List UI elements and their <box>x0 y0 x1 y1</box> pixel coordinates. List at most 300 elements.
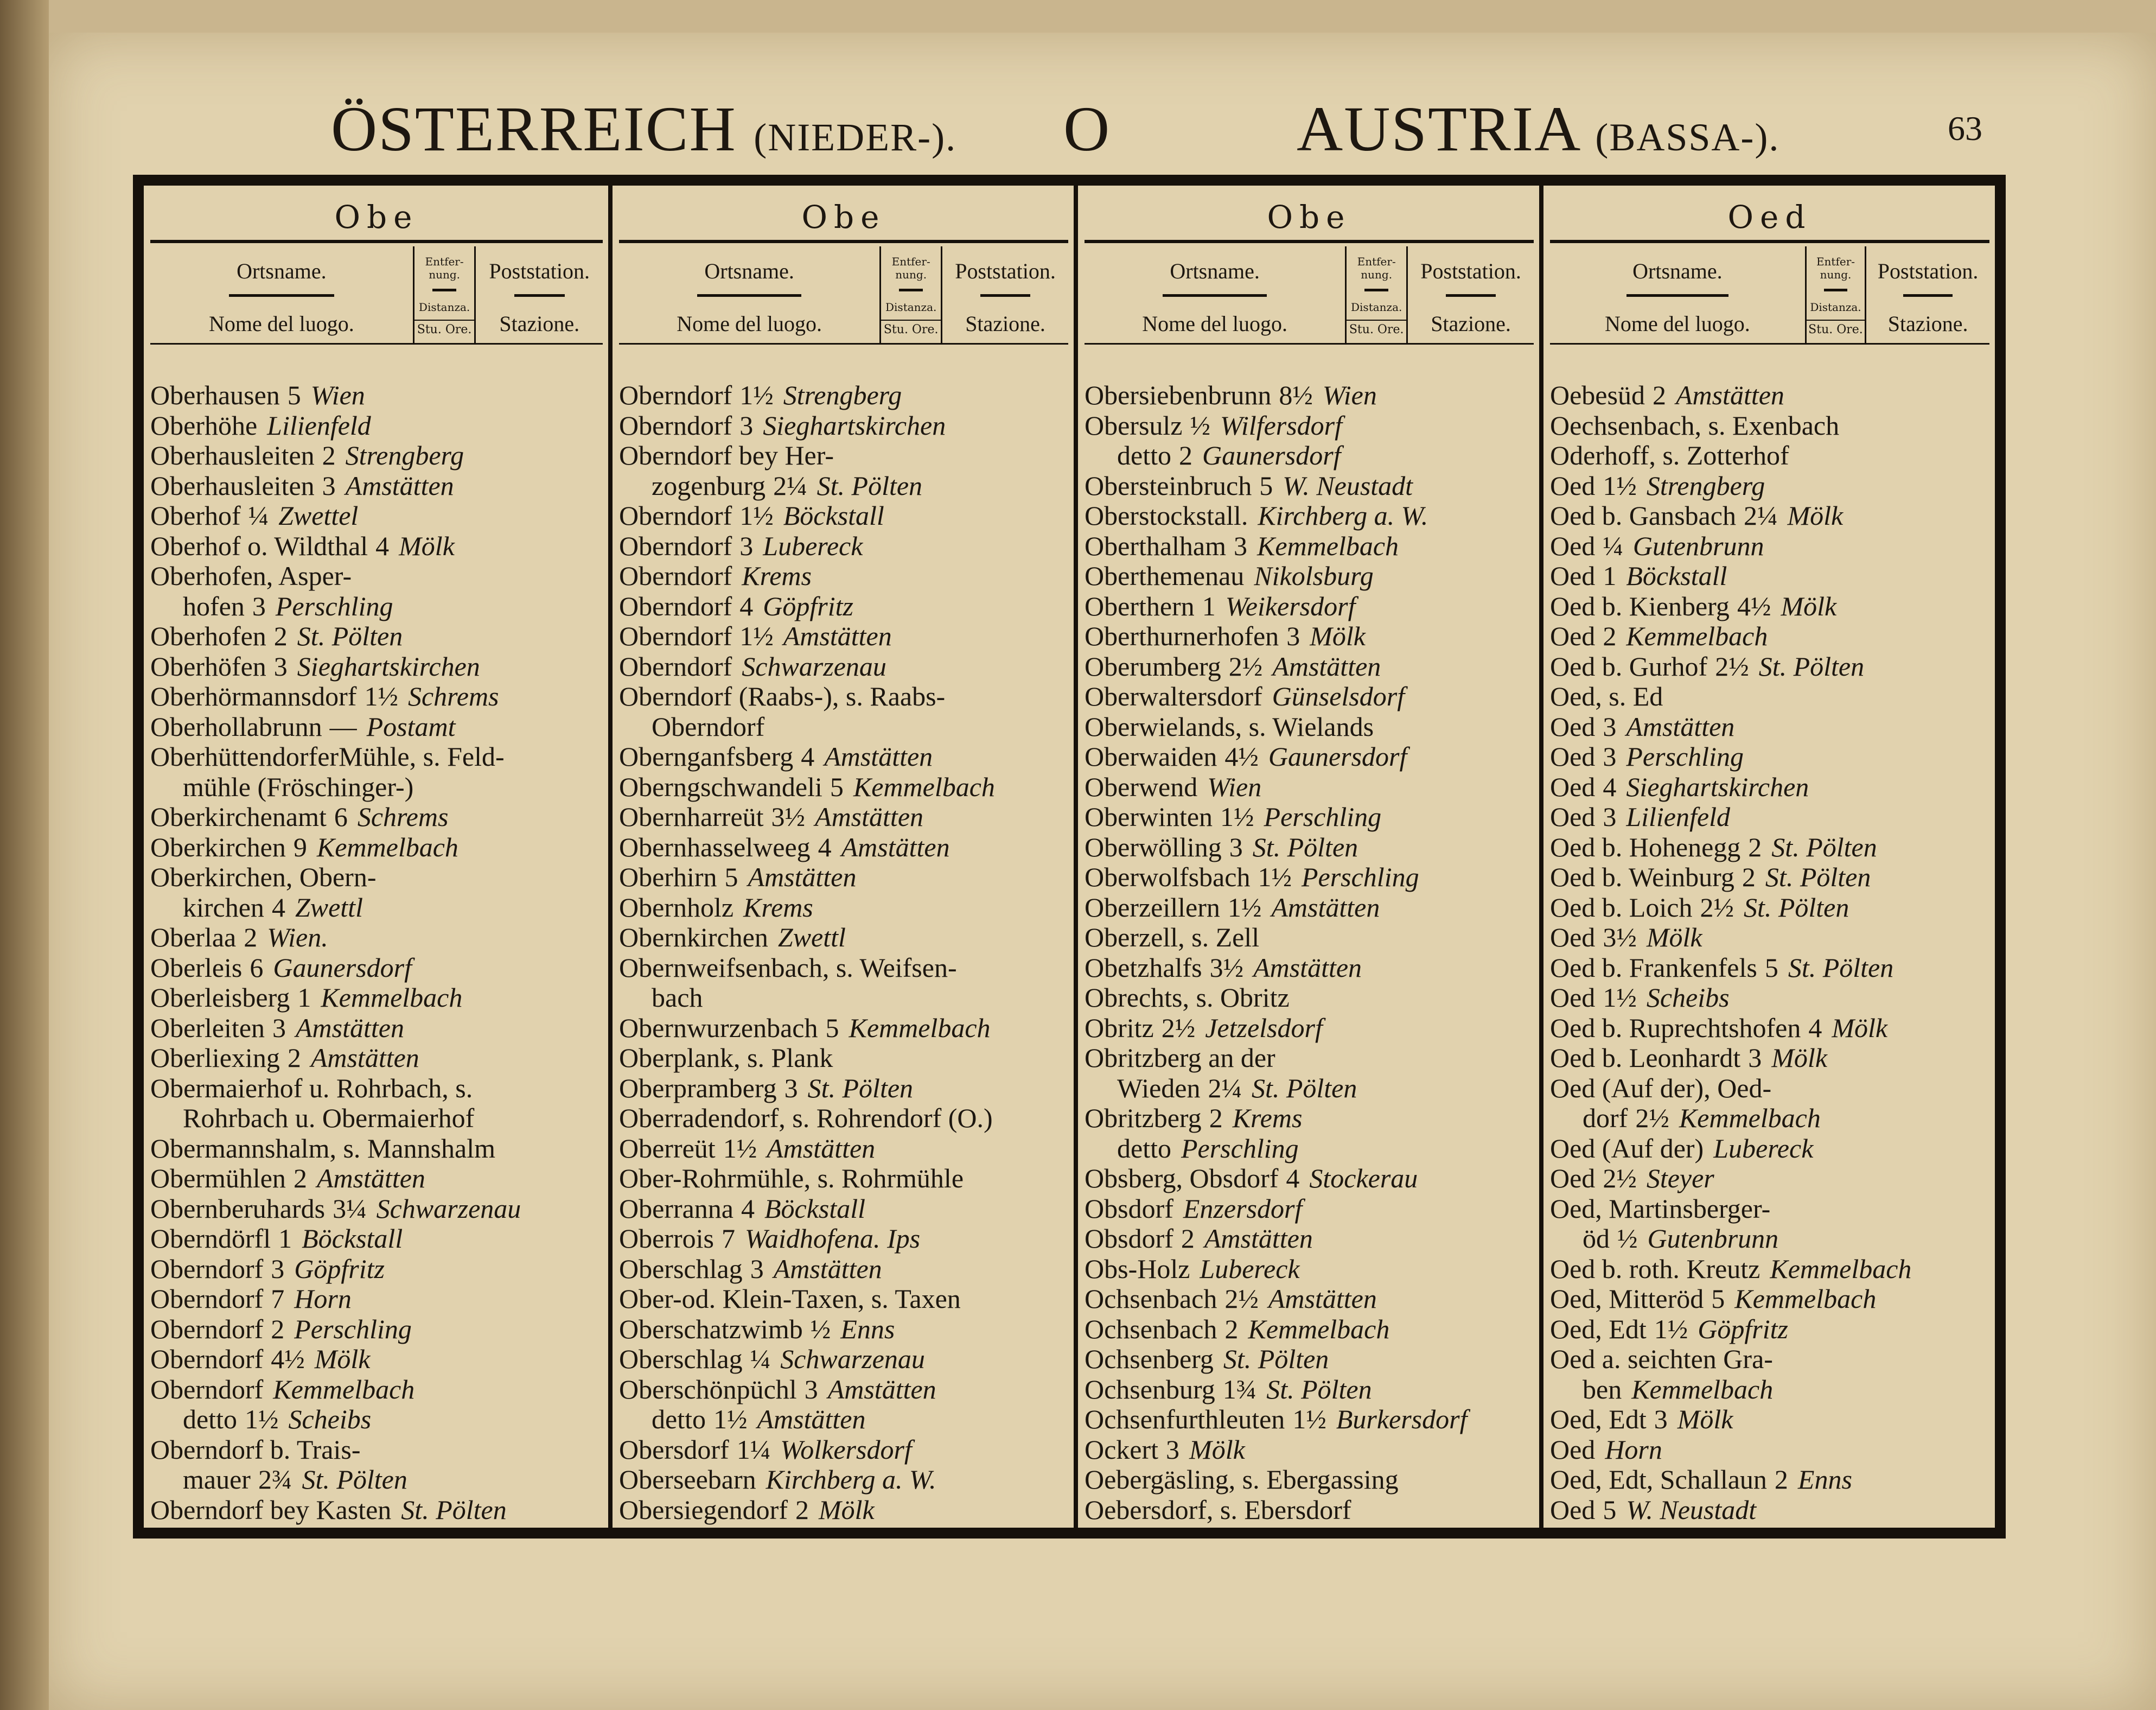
page-number: 63 <box>1948 109 1982 148</box>
post-station: St. Pölten <box>1251 1073 1357 1103</box>
list-item <box>150 712 603 742</box>
post-station: Kirchberg a. W. <box>1258 501 1428 531</box>
place-name-label-de: Ortsname. <box>237 259 327 283</box>
post-station: Amstätten <box>824 742 933 772</box>
list-item <box>1085 953 1534 983</box>
post-station: Postamt <box>366 711 456 742</box>
table-frame <box>133 175 2006 1539</box>
place-name: Oberleiten <box>150 1013 265 1043</box>
list-item <box>150 802 603 832</box>
list-item <box>619 742 1068 772</box>
post-station: Horn <box>294 1284 352 1314</box>
place-name: Oberhausleiten <box>150 441 315 471</box>
list-item <box>619 1344 1068 1375</box>
post-station: Horn <box>1605 1434 1662 1465</box>
list-item <box>1085 1375 1534 1405</box>
place-name: Oed <box>1550 1495 1596 1525</box>
distance: 5 <box>1711 1284 1725 1314</box>
list-item <box>150 832 603 863</box>
distance: 5 <box>1259 471 1273 501</box>
post-station: Kemmelbach <box>273 1374 415 1404</box>
place-name: Oberndorf <box>619 531 732 561</box>
post-station: Scheibs <box>1646 983 1730 1013</box>
distance-header <box>413 246 476 343</box>
post-station: Burkersdorf <box>1336 1404 1468 1434</box>
list-item <box>150 561 603 592</box>
distance-label-it: Distanza. <box>885 301 937 314</box>
list-item <box>1550 1284 1989 1314</box>
place-name: Oberhollabrunn <box>150 711 322 742</box>
place-name: Obsdorf <box>1085 1193 1173 1224</box>
list-item <box>150 1435 603 1465</box>
post-station: Kemmelbach <box>1626 621 1768 651</box>
place-name: mühle (Fröschinger-) <box>183 772 414 802</box>
post-station: St. Pölten <box>1266 1374 1372 1404</box>
post-station: St. Pölten <box>817 471 923 501</box>
list-item <box>150 742 603 772</box>
place-name: Oberhöfen <box>150 651 266 682</box>
distance: 2¼ <box>1743 501 1778 531</box>
book-spine <box>0 0 49 1710</box>
post-station: Amstätten <box>783 621 892 651</box>
post-station: Mölk <box>1832 1013 1888 1043</box>
distance: 2 <box>1652 380 1666 410</box>
distance: 4 <box>1808 1013 1822 1043</box>
place-name: Oberhofen, Asper- <box>150 561 352 591</box>
list-item <box>619 1073 1068 1104</box>
place-name: Oed <box>1550 471 1596 501</box>
distance: 1½ <box>1603 471 1637 501</box>
distance: 2½ <box>1161 1013 1196 1043</box>
list-item <box>1550 712 1989 742</box>
post-station: Perschling <box>1626 742 1744 772</box>
distance-label-de: Entfer-nung. <box>891 255 930 281</box>
distance: 2½ <box>1603 1164 1637 1193</box>
place-name: Oed <box>1550 531 1596 561</box>
list-item <box>1550 380 1989 411</box>
post-station: Lubereck <box>1200 1254 1300 1284</box>
distance: 1½ <box>1227 892 1262 923</box>
post-station: Sieghartskirchen <box>297 651 480 682</box>
title-italian-main: AUSTRIA <box>1297 93 1578 164</box>
place-name: Oed, Edt <box>1550 1404 1647 1434</box>
list-item <box>150 1134 603 1164</box>
list-item <box>1085 1284 1534 1314</box>
post-station-header <box>1866 246 1989 343</box>
post-station: Kemmelbach <box>316 832 458 862</box>
distance-units: Stu. Ore. <box>1347 320 1406 336</box>
post-station-label-de: Poststation. <box>1420 259 1521 283</box>
place-name: Oed, Martinsberger- <box>1550 1193 1771 1224</box>
place-name: Wieden <box>1117 1073 1201 1103</box>
distance: 1½ <box>739 501 774 531</box>
post-station: Amstätten <box>1204 1224 1313 1254</box>
list-item <box>619 893 1068 923</box>
list-item <box>1085 712 1534 742</box>
place-name: Obernhasselweeg <box>619 832 811 862</box>
post-station-label-it: Stazione. <box>1431 312 1511 336</box>
place-name: Oed b. Weinburg <box>1550 862 1734 892</box>
distance: ½ <box>1617 1224 1638 1254</box>
place-name: Oberhofen <box>150 621 266 651</box>
place-name: Oberndörfl <box>150 1224 271 1254</box>
distance: 7 <box>271 1284 285 1314</box>
list-item <box>619 1254 1068 1285</box>
distance-header <box>1345 246 1408 343</box>
post-station: Zwettel <box>278 501 359 531</box>
post-station: Sieghartskirchen <box>1626 772 1809 802</box>
list-item <box>1550 411 1989 441</box>
place-name: Oberndorf <box>150 1284 264 1314</box>
list-item <box>1085 380 1534 411</box>
post-station: Perschling <box>294 1314 412 1344</box>
post-station: Böckstall <box>302 1224 403 1254</box>
post-station: St. Pölten <box>1223 1344 1329 1374</box>
place-name: Oberndorf bey Kasten <box>150 1495 392 1525</box>
list-item <box>150 923 603 953</box>
post-station-label-it: Stazione. <box>965 312 1045 336</box>
list-item <box>619 1103 1068 1134</box>
distance-header <box>879 246 942 343</box>
column-subheader <box>150 246 603 345</box>
list-item <box>619 1224 1068 1254</box>
post-station: Amstätten <box>841 832 950 862</box>
place-name: Oberleisberg <box>150 983 290 1013</box>
place-name: Oberndorf <box>150 1374 264 1404</box>
list-item <box>1550 832 1989 863</box>
place-name: Oed b. Gansbach <box>1550 501 1736 531</box>
place-name-header <box>1085 246 1345 343</box>
distance: 1¾ <box>1222 1374 1257 1404</box>
distance: 3 <box>1166 1434 1180 1465</box>
distance: 1 <box>1202 591 1216 621</box>
distance: ¼ <box>750 1344 771 1374</box>
list-item <box>1085 471 1534 501</box>
distance: 3½ <box>771 802 806 832</box>
distance: 5 <box>724 862 738 892</box>
list-item <box>1550 682 1989 712</box>
post-station: Weikersdorf <box>1225 591 1356 621</box>
list-item <box>1085 832 1534 863</box>
place-name: Obersteinbruch <box>1085 471 1252 501</box>
post-station: Wien <box>310 380 365 410</box>
list-item <box>1085 501 1534 531</box>
header-rule <box>1446 294 1496 297</box>
list-item <box>150 862 603 893</box>
title-italian-sub: (BASSA-). <box>1595 116 1780 159</box>
post-station: Mölk <box>1677 1404 1733 1434</box>
place-name: Oberumberg <box>1085 651 1221 682</box>
distance: 3 <box>252 591 266 621</box>
place-name: Oberzeillern <box>1085 892 1220 923</box>
place-name: Oberrois <box>619 1224 714 1254</box>
post-station: Gutenbrunn <box>1647 1224 1779 1254</box>
place-name: Oberhof <box>150 501 241 531</box>
distance: 1 <box>297 983 311 1013</box>
title-german-main: ÖSTERREICH <box>331 93 737 164</box>
distance: 1½ <box>244 1404 279 1434</box>
place-name: Obermannshalm, s. Mannshalm <box>150 1133 496 1164</box>
list-item <box>1085 1164 1534 1194</box>
list-item <box>150 531 603 562</box>
distance: 2 <box>293 1164 307 1193</box>
place-name: Oberleis <box>150 952 243 983</box>
list-item <box>619 380 1068 411</box>
distance: 3 <box>1748 1043 1762 1073</box>
post-station: Krems <box>742 561 812 591</box>
distance: 3 <box>1603 802 1617 832</box>
entry-list <box>150 380 603 1525</box>
list-item <box>619 531 1068 562</box>
post-station: Gaunersdorf <box>273 952 412 983</box>
list-item <box>619 411 1068 441</box>
list-item <box>1550 501 1989 531</box>
list-item <box>619 561 1068 592</box>
distance: 9 <box>293 832 307 862</box>
list-item <box>1550 592 1989 622</box>
post-station: Wien. <box>267 923 328 952</box>
post-station: St. Pölten <box>1788 952 1894 983</box>
list-item <box>619 712 1068 742</box>
entry-list <box>1085 380 1534 1525</box>
list-item <box>1085 983 1534 1013</box>
list-item <box>619 621 1068 652</box>
column-head: Obe <box>150 201 603 243</box>
list-item <box>150 652 603 682</box>
distance: 7 <box>721 1224 735 1254</box>
place-name: Obsdorf <box>1085 1224 1173 1254</box>
list-item <box>1550 1134 1989 1164</box>
distance: 2 <box>287 1043 301 1073</box>
list-item <box>619 862 1068 893</box>
list-item <box>1085 1404 1534 1435</box>
list-item <box>1550 531 1989 562</box>
place-name: Oberschatzwimb <box>619 1314 803 1344</box>
distance: 3 <box>322 471 336 501</box>
distance: 2 <box>1181 1224 1195 1254</box>
distance: 2½ <box>1224 1284 1259 1314</box>
list-item <box>619 652 1068 682</box>
list-item <box>1550 742 1989 772</box>
post-station: Kemmelbach <box>1257 531 1399 561</box>
place-name: Oed b. Leonhardt <box>1550 1043 1741 1073</box>
place-name: Oberkirchen <box>150 832 286 862</box>
distance: 8½ <box>1279 380 1313 410</box>
post-station-label-de: Poststation. <box>1877 259 1979 283</box>
place-name: Oberkirchenamt <box>150 802 327 832</box>
place-name: ben <box>1583 1374 1622 1404</box>
place-name: Oberndorf <box>619 501 732 531</box>
list-item <box>619 441 1068 471</box>
place-name: Oed b. Ruprechtshofen <box>1550 1013 1801 1043</box>
list-item <box>1085 652 1534 682</box>
list-item <box>619 1013 1068 1044</box>
place-name: Obernganfsberg <box>619 742 794 772</box>
place-name: Oed, s. Ed <box>1550 682 1663 711</box>
place-name-header <box>619 246 879 343</box>
list-item <box>1550 1344 1989 1375</box>
list-item <box>150 1073 603 1104</box>
place-name: Obernwurzenbach <box>619 1013 818 1043</box>
list-item <box>619 1134 1068 1164</box>
distance: 4 <box>739 591 754 621</box>
list-item <box>1085 1103 1534 1134</box>
place-name-label-it: Nome del luogo. <box>677 312 822 336</box>
distance: 3 <box>272 1013 286 1043</box>
place-name-label-de: Ortsname. <box>704 259 794 283</box>
list-item <box>150 501 603 531</box>
post-station: Mölk <box>1189 1434 1245 1465</box>
column-3 <box>1074 186 1539 1528</box>
place-name: Oberplank, s. Plank <box>619 1043 833 1073</box>
place-name: Oechsenbach, s. Exenbach <box>1550 410 1840 441</box>
distance: 3 <box>1286 621 1300 651</box>
header-rule <box>1824 289 1847 291</box>
list-item <box>1085 592 1534 622</box>
post-station: Böckstall <box>764 1193 866 1224</box>
list-item <box>1085 1465 1534 1495</box>
place-name: Oberthalham <box>1085 531 1227 561</box>
place-name: Rohrbach u. Obermaierhof <box>183 1103 475 1133</box>
post-station: Amstätten <box>1272 651 1381 682</box>
distance: 2 <box>1774 1465 1788 1495</box>
place-name: Oberndorf <box>652 711 765 742</box>
distance: 4 <box>271 892 285 923</box>
distance: 6 <box>250 952 264 983</box>
post-station: Schrems <box>407 682 499 711</box>
post-station: St. Pölten <box>1743 892 1849 923</box>
place-name: Oebergäsling, s. Ebergassing <box>1085 1465 1399 1495</box>
distance: 3 <box>750 1254 764 1284</box>
post-station: Gaunersdorf <box>1202 441 1341 471</box>
place-name: Oed, Edt, Schallaun <box>1550 1465 1767 1495</box>
place-name: detto <box>183 1404 237 1434</box>
distance: 3 <box>1603 742 1617 772</box>
distance-label-de: Entfer-nung. <box>1816 255 1855 281</box>
post-station: Mölk <box>314 1344 371 1374</box>
place-name: Oberwinten <box>1085 802 1213 832</box>
list-item <box>1550 621 1989 652</box>
place-name: Oed <box>1550 772 1596 802</box>
post-station: Göpfritz <box>763 591 853 621</box>
post-station: Scheibs <box>288 1404 372 1434</box>
list-item <box>1085 441 1534 471</box>
list-item <box>1550 1164 1989 1194</box>
list-item <box>1085 561 1534 592</box>
list-item <box>150 1314 603 1345</box>
distance: ¼ <box>248 501 269 531</box>
header-rule <box>899 289 923 291</box>
post-station: Amstätten <box>827 1374 936 1404</box>
place-name: Oed b. Loich <box>1550 892 1693 923</box>
list-item <box>1085 772 1534 803</box>
post-station: Kemmelbach <box>853 772 995 802</box>
column-head: Obe <box>1085 201 1534 243</box>
place-name: Oberndorf <box>150 1254 264 1284</box>
place-name: Oed <box>1550 742 1596 772</box>
list-item <box>1085 862 1534 893</box>
post-station: Amstätten <box>773 1254 882 1284</box>
place-name: Oberhörmannsdorf <box>150 682 357 711</box>
place-name: Obritzberg an der <box>1085 1043 1275 1073</box>
list-item <box>150 1013 603 1044</box>
list-item <box>619 772 1068 803</box>
post-station: Krems <box>1232 1103 1303 1133</box>
title-german <box>331 92 956 166</box>
place-name: Oberhirn <box>619 862 717 892</box>
place-name: Oed <box>1550 923 1596 952</box>
place-name: hofen <box>183 591 245 621</box>
distance: 2 <box>273 621 288 651</box>
list-item <box>1550 1043 1989 1073</box>
place-name-label-de: Ortsname. <box>1170 259 1260 283</box>
list-item <box>619 983 1068 1013</box>
distance: 2½ <box>1700 892 1734 923</box>
post-station: Mölk <box>819 1495 875 1525</box>
post-station-label-it: Stazione. <box>499 312 580 336</box>
list-item <box>1085 923 1534 953</box>
list-item <box>1550 1103 1989 1134</box>
place-name: Oed (Auf der) <box>1550 1133 1704 1164</box>
place-name: detto <box>1117 441 1171 471</box>
place-name: Oberhöhe <box>150 410 258 441</box>
post-station: Gutenbrunn <box>1632 531 1764 561</box>
place-name: Oed <box>1550 561 1596 591</box>
distance: 6 <box>334 802 348 832</box>
distance-label-it: Distanza. <box>1810 301 1861 314</box>
list-item <box>619 1314 1068 1345</box>
distance: 3 <box>739 531 754 561</box>
place-name: Oberstockstall. <box>1085 501 1248 531</box>
place-name: Oberndorf <box>619 561 732 591</box>
post-station: Amstätten <box>296 1013 404 1043</box>
distance: 3 <box>739 410 754 441</box>
title-german-sub: (NIEDER-). <box>754 116 957 159</box>
distance: 5 <box>1603 1495 1617 1525</box>
distance-label-it: Distanza. <box>1351 301 1402 314</box>
distance: 4 <box>375 531 390 561</box>
list-item <box>619 953 1068 983</box>
post-station: Strengberg <box>345 441 464 471</box>
place-name: Oberndorf <box>150 1344 264 1374</box>
list-item <box>1550 1073 1989 1104</box>
place-name: Ober-od. Klein-Taxen, s. Taxen <box>619 1284 961 1314</box>
place-name: Obrechts, s. Obritz <box>1085 983 1290 1013</box>
post-station-label-it: Stazione. <box>1887 312 1968 336</box>
header-rule <box>980 294 1031 297</box>
distance: 2½ <box>1715 651 1749 682</box>
place-name: Oberhof o. Wildthal <box>150 531 368 561</box>
distance: 3½ <box>1209 952 1244 983</box>
place-name: Oberhausen <box>150 380 280 410</box>
place-name: dorf <box>1583 1103 1628 1133</box>
place-name: Oed b. Hohenegg <box>1550 832 1741 862</box>
place-name: Ochsenbach <box>1085 1284 1217 1314</box>
post-station: W. Neustadt <box>1283 471 1413 501</box>
place-name: Obernkirchen <box>619 923 768 952</box>
place-name: Oed <box>1550 711 1596 742</box>
post-station: Kemmelbach <box>1631 1374 1774 1404</box>
place-name: Obermaierhof u. Rohrbach, s. <box>150 1073 473 1103</box>
place-name: detto <box>652 1404 706 1434</box>
post-station: Mölk <box>1787 501 1844 531</box>
header-rule <box>1626 294 1728 297</box>
list-item <box>619 1495 1068 1525</box>
list-item <box>150 953 603 983</box>
place-name: Oberlaa <box>150 923 237 952</box>
header-rule <box>514 294 565 297</box>
list-item <box>1550 923 1989 953</box>
